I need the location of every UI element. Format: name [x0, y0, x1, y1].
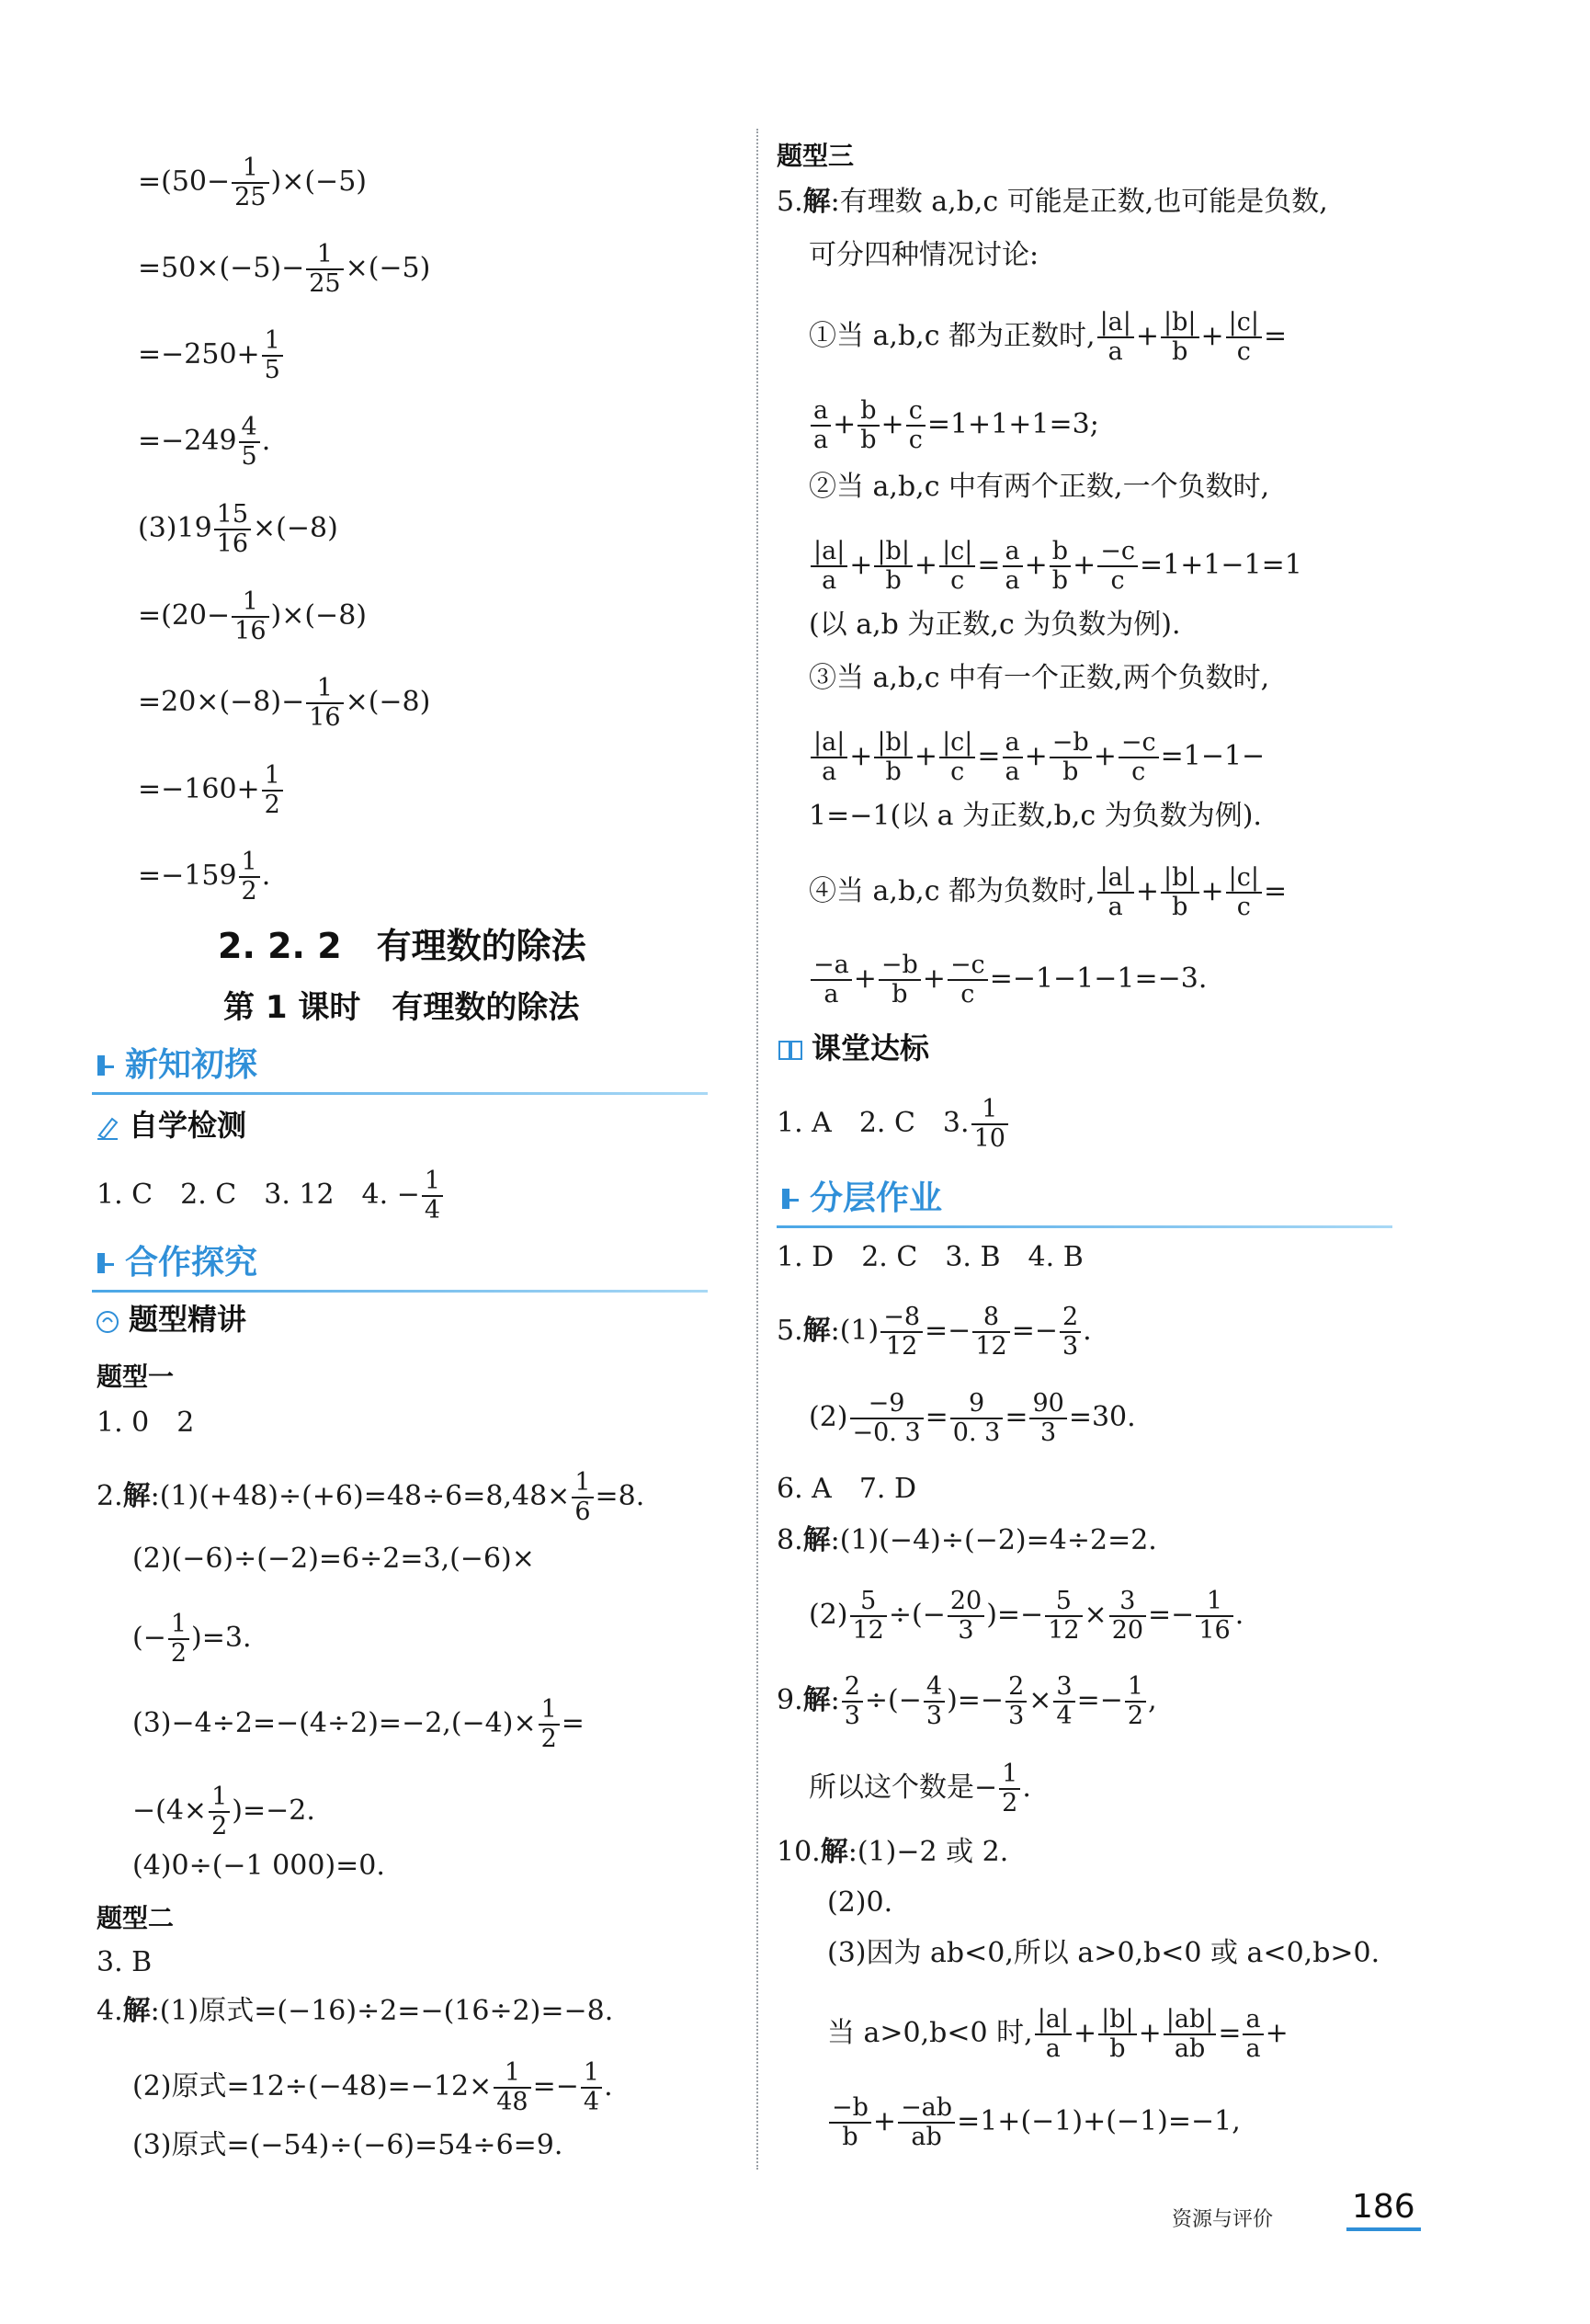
section-header-xinzhi: 新知初探: [92, 1039, 257, 1089]
pencil-icon: [94, 1113, 121, 1141]
subsection-zixue: 自学检测: [94, 1102, 246, 1145]
section-rule: [92, 1290, 708, 1293]
subsection-ketang: 课堂达标: [777, 1025, 929, 1067]
step-line: =−159 $\frac{1}{2}$ .: [138, 848, 271, 906]
answer-line: 所以这个数是− $\frac{1}{2}$ .: [809, 1760, 1031, 1817]
answer-line: 5.解:有理数 a,b,c 可能是正数,也可能是负数,: [777, 186, 1328, 218]
section-header-fenceng: 分层作业: [777, 1172, 942, 1223]
type-heading: 题型二: [97, 1903, 175, 1933]
answer-line: 4.解:(1)原式=(−16)÷2=−(16÷2)=−8.: [97, 1995, 614, 2027]
answer-line: 5.解:(1) $\frac{-8}{12}$ =− $\frac{8}{12}$ =− $\frac{2}{3}$ .: [777, 1303, 1092, 1361]
answer-line: (4)0÷(−1 000)=0.: [132, 1850, 385, 1882]
answer-line: 8.解:(1)(−4)÷(−2)=4÷2=2.: [777, 1524, 1157, 1556]
answer-line: 1. 0 2: [97, 1407, 195, 1439]
target-icon: [94, 1307, 121, 1335]
answer-line: (2) $\frac{-9}{-0. 3}$ = $\frac{9}{0. 3}$ = $\frac{90}{3}$ =30.: [809, 1389, 1136, 1447]
answer-line: 1=−1(以 a 为正数,b,c 为负数为例).: [809, 800, 1262, 832]
section-rule: [92, 1092, 708, 1095]
answer-line: $\frac{-a}{a}$ + $\frac{-b}{b}$ + $\frac{-c}{c}$ =−1−1−1=−3.: [809, 951, 1207, 1008]
answer-line: 6. A 7. D: [777, 1473, 917, 1505]
answer-line: $\frac{|a|}{a}$ + $\frac{|b|}{b}$ + $\frac{|c|}{c}$ = $\frac{a}{a}$ + $\frac{b}{b}$ + $\frac{-c}{c}$ =1+1−1=1: [809, 538, 1302, 595]
answer-line: 10.解:(1)−2 或 2.: [777, 1836, 1009, 1868]
answer-line: (2)(−6)÷(−2)=6÷2=3,(−6)×: [132, 1543, 535, 1575]
answer-line: (以 a,b 为正数,c 为负数为例).: [809, 609, 1181, 641]
answer-line: $\frac{a}{a}$ + $\frac{b}{b}$ + $\frac{c}{c}$ =1+1+1=3;: [809, 397, 1099, 454]
answer-line: 当 a>0,b<0 时, $\frac{|a|}{a}$ + $\frac{|b|}{b}$ + $\frac{|ab|}{ab}$ = $\frac{a}{a}$ +: [827, 2005, 1289, 2063]
step-line: =50×(−5)− $\frac{1}{25}$ ×(−5): [138, 240, 431, 298]
bookmark-icon: [92, 1250, 119, 1278]
subsection-tixing: 题型精讲: [94, 1296, 246, 1339]
answer-line: 1. D 2. C 3. B 4. B: [777, 1241, 1084, 1273]
answer-line: ④当 a,b,c 都为负数时, $\frac{|a|}{a}$ + $\frac{|b|}{b}$ + $\frac{|c|}{c}$ =: [809, 863, 1288, 921]
answer-line: −(4× $\frac{1}{2}$ )=−2.: [132, 1783, 315, 1840]
answer-line: 可分四种情况讨论:: [809, 239, 1039, 271]
answer-line: (2)原式=12÷(−48)=−12× $\frac{1}{48}$ =− $\frac{1}{4}$ .: [132, 2058, 613, 2116]
step-line: =−250+ $\frac{1}{5}$: [138, 327, 285, 384]
answer-line: ①当 a,b,c 都为正数时, $\frac{|a|}{a}$ + $\frac{|b|}{b}$ + $\frac{|c|}{c}$ =: [809, 308, 1288, 366]
answer-line: (3)−4÷2=−(4÷2)=−2,(−4)× $\frac{1}{2}$ =: [132, 1695, 585, 1753]
answer-line: 1. A 2. C 3. $\frac{1}{10}$: [777, 1096, 1010, 1153]
answer-line: 3. B: [97, 1946, 153, 1978]
section-rule: [777, 1225, 1392, 1228]
page-number: 186: [1346, 2188, 1421, 2231]
answer-line: 1. C 2. C 3. 12 4. − $\frac{1}{4}$: [97, 1168, 445, 1225]
type-heading: 题型三: [777, 141, 855, 171]
column-divider: [756, 129, 758, 2170]
section-title: 2. 2. 2 有理数的除法: [218, 926, 586, 966]
step-line: =−249 $\frac{4}{5}$ .: [138, 413, 271, 471]
footer-text: 资源与评价: [1172, 2208, 1274, 2231]
answer-line: (3)因为 ab<0,所以 a>0,b<0 或 a<0,b>0.: [827, 1937, 1380, 1969]
answer-line: ②当 a,b,c 中有两个正数,一个负数时,: [809, 471, 1270, 503]
step-line: =(50− $\frac{1}{25}$ )×(−5): [138, 154, 367, 211]
bookmark-icon: [777, 1186, 804, 1213]
step-line: =−160+ $\frac{1}{2}$: [138, 762, 285, 819]
bookmark-icon: [92, 1053, 119, 1080]
answer-line: 2.解:(1)(+48)÷(+6)=48÷6=8,48× $\frac{1}{6}$ =8.: [97, 1468, 645, 1526]
answer-line: (2)0.: [827, 1886, 893, 1919]
answer-line: $\frac{-b}{b}$ + $\frac{-ab}{ab}$ =1+(−1)+(−1)=−1,: [827, 2094, 1241, 2151]
type-heading: 题型一: [97, 1361, 175, 1392]
lesson-title: 第 1 课时 有理数的除法: [223, 989, 580, 1026]
answer-line: (2) $\frac{5}{12}$ ÷(− $\frac{20}{3}$ )=− $\frac{5}{12}$ × $\frac{3}{20}$ =− $\frac{1}{16}$ .: [809, 1587, 1244, 1645]
answer-line: $\frac{|a|}{a}$ + $\frac{|b|}{b}$ + $\frac{|c|}{c}$ = $\frac{a}{a}$ + $\frac{-b}{b}$ + $\frac{-c}{c}$ =1−1−: [809, 729, 1265, 786]
step-line: (3)19 $\frac{15}{16}$ ×(−8): [138, 500, 338, 558]
answer-line: ③当 a,b,c 中有一个正数,两个负数时,: [809, 662, 1270, 694]
answer-line: 9.解: $\frac{2}{3}$ ÷(− $\frac{4}{3}$ )=− $\frac{2}{3}$ × $\frac{3}{4}$ =− $\frac{1}{2}$ ,: [777, 1672, 1157, 1730]
section-header-hezuo: 合作探究: [92, 1236, 257, 1287]
answer-line: (− $\frac{1}{2}$ )=3.: [132, 1610, 252, 1668]
step-line: =20×(−8)− $\frac{1}{16}$ ×(−8): [138, 674, 431, 732]
step-line: =(20− $\frac{1}{16}$ )×(−8): [138, 587, 367, 645]
book-icon: [777, 1036, 804, 1064]
answer-line: (3)原式=(−54)÷(−6)=54÷6=9.: [132, 2129, 563, 2161]
